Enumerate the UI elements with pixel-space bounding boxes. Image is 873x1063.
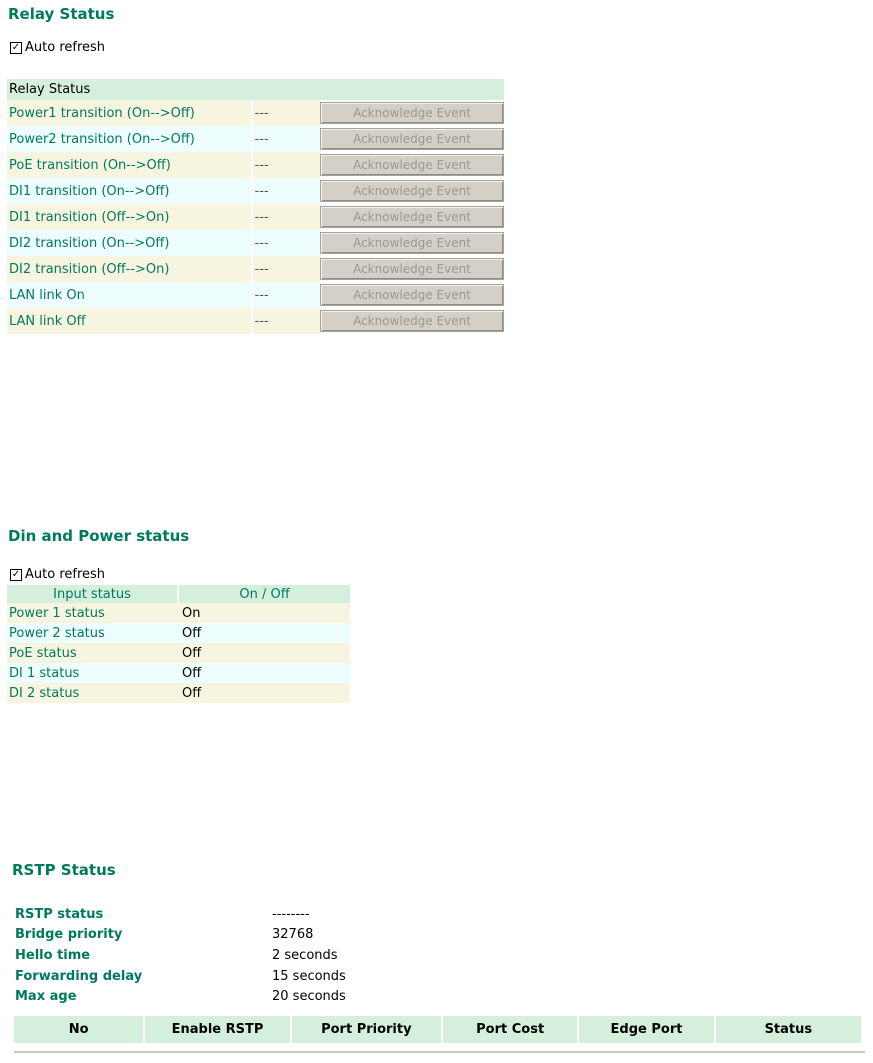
relay-event-label: Power1 transition (On-->Off) [7, 100, 251, 126]
din-input-value: Off [182, 665, 202, 681]
relay-event-value: --- [253, 308, 320, 334]
relay-event-label: PoE transition (On-->Off) [7, 152, 251, 178]
din-input-label: Power 1 status [9, 605, 105, 621]
din-input-value: On [182, 605, 201, 621]
relay-event-value: --- [253, 178, 320, 204]
din-table-header [7, 585, 350, 603]
relay-event-value: --- [253, 126, 320, 152]
din-col-input-status: Input status [7, 585, 177, 603]
din-col-on-off: On / Off [179, 585, 350, 603]
rstp-port-table-header [14, 1016, 863, 1043]
acknowledge-event-button[interactable]: Acknowledge Event [320, 180, 504, 202]
relay-event-value: --- [253, 256, 320, 282]
din-auto-refresh[interactable] [10, 567, 105, 582]
relay-event-value: --- [253, 152, 320, 178]
rstp-section-title: RSTP Status [12, 861, 116, 879]
acknowledge-event-button[interactable]: Acknowledge Event [320, 128, 504, 150]
rstp-field-row [15, 904, 346, 925]
rstp-field-value: 2 seconds [272, 947, 338, 963]
relay-auto-refresh-checkbox[interactable]: ✓ [11, 41, 21, 53]
relay-event-value: --- [253, 282, 320, 308]
relay-auto-refresh-label: Auto refresh [25, 40, 106, 55]
din-input-label: Power 2 status [9, 625, 105, 641]
rstp-port-col: Port Cost [443, 1016, 577, 1043]
relay-event-label: Power2 transition (On-->Off) [7, 126, 251, 152]
rstp-fields [15, 904, 346, 1007]
din-row [7, 603, 350, 623]
rstp-field-value: 20 seconds [272, 989, 346, 1005]
relay-event-label: DI1 transition (On-->Off) [7, 178, 251, 204]
din-input-label: PoE status [9, 645, 77, 661]
rstp-field-label: Max age [15, 989, 77, 1005]
din-auto-refresh-label: Auto refresh [25, 567, 106, 582]
acknowledge-event-button[interactable]: Acknowledge Event [320, 258, 504, 280]
relay-event-value: --- [253, 204, 320, 230]
acknowledge-event-button[interactable]: Acknowledge Event [320, 310, 504, 332]
relay-event-value: --- [253, 100, 320, 126]
rstp-port-table-divider [14, 1051, 865, 1053]
relay-row [7, 256, 504, 282]
relay-row [7, 230, 504, 256]
relay-event-label: DI2 transition (Off-->On) [7, 256, 251, 282]
rstp-field-row [15, 966, 346, 987]
relay-event-label: DI1 transition (Off-->On) [7, 204, 251, 230]
relay-row [7, 282, 504, 308]
rstp-field-label: Hello time [15, 947, 91, 963]
relay-event-label: LAN link On [7, 282, 251, 308]
relay-row [7, 204, 504, 230]
acknowledge-event-button[interactable]: Acknowledge Event [320, 154, 504, 176]
din-row [7, 643, 350, 663]
din-input-label: DI 2 status [9, 685, 80, 701]
acknowledge-event-button[interactable]: Acknowledge Event [320, 284, 504, 306]
acknowledge-event-button[interactable]: Acknowledge Event [320, 206, 504, 228]
rstp-field-label: Forwarding delay [15, 968, 143, 984]
relay-row [7, 308, 504, 334]
relay-event-value: --- [253, 230, 320, 256]
din-input-value: Off [182, 625, 202, 641]
rstp-field-value: 32768 [272, 927, 314, 943]
din-section-title: Din and Power status [8, 527, 190, 545]
rstp-port-col: Enable RSTP [145, 1016, 289, 1043]
relay-row [7, 100, 504, 126]
din-input-label: DI 1 status [9, 665, 80, 681]
relay-status-table [7, 79, 504, 334]
rstp-port-col: Port Priority [292, 1016, 441, 1043]
rstp-field-value: 15 seconds [272, 968, 346, 984]
din-input-value: Off [182, 685, 202, 701]
rstp-field-value: -------- [272, 906, 310, 922]
rstp-field-row [15, 925, 346, 946]
din-row [7, 623, 350, 643]
relay-table-header: Relay Status [7, 79, 504, 100]
rstp-port-col: Edge Port [579, 1016, 713, 1043]
relay-row [7, 126, 504, 152]
rstp-port-col: No [14, 1016, 143, 1043]
relay-event-label: LAN link Off [7, 308, 251, 334]
din-row [7, 683, 350, 703]
din-auto-refresh-checkbox[interactable]: ✓ [11, 568, 21, 580]
acknowledge-event-button[interactable]: Acknowledge Event [320, 102, 504, 124]
din-row [7, 663, 350, 683]
din-input-value: Off [182, 645, 202, 661]
rstp-field-row [15, 945, 346, 966]
acknowledge-event-button[interactable]: Acknowledge Event [320, 232, 504, 254]
rstp-field-label: RSTP status [15, 906, 104, 922]
relay-event-label: DI2 transition (On-->Off) [7, 230, 251, 256]
relay-row [7, 178, 504, 204]
rstp-field-label: Bridge priority [15, 927, 123, 943]
din-power-table [7, 585, 350, 703]
rstp-port-col: Status [716, 1016, 861, 1043]
rstp-field-row [15, 986, 346, 1007]
relay-row [7, 152, 504, 178]
relay-auto-refresh[interactable] [10, 40, 105, 55]
relay-section-title: Relay Status [8, 5, 115, 23]
